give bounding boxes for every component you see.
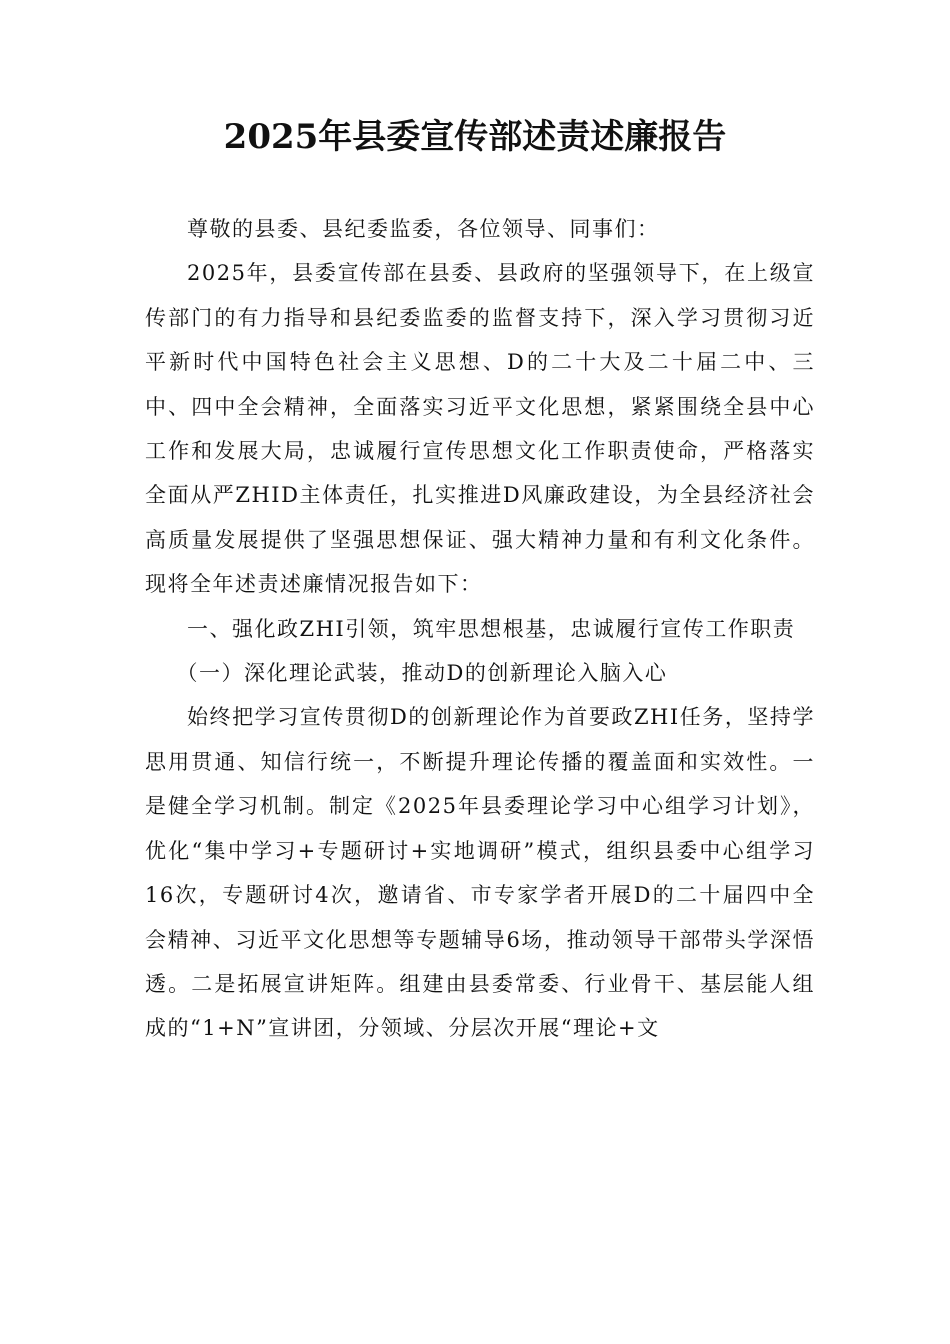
section-heading: 一、强化政ZHI引领，筑牢思想根基，忠诚履行宣传工作职责 — [187, 616, 796, 641]
body-paragraph: 始终把学习宣传贯彻D的创新理论作为首要政ZHI任务，坚持学思用贯通、知信行统一，不断提升理论传播的覆盖面和实效性。一是健全学习机制。制定《2025年县委理论学习中心组学习计划》，优化“集中学习+专题研讨+实地调研”模式，组织县委中心组学习16次，专题研讨4次，邀请省、市专家学者开展D的二十届四中全会精神、习近平文化思想等专题辅导6场，推动领导干部带头学深悟透。二是拓展宣讲矩阵。组建由县委常委、行业骨干、基层能人组成的“1+N”宣讲团，分领域、分层次开展“理论+文 — [145, 705, 815, 1041]
intro-paragraph: 2025年，县委宣传部在县委、县政府的坚强领导下，在上级宣传部门的有力指导和县纪委监委的监督支持下，深入学习贯彻习近平新时代中国特色社会主义思想、D的二十大及二十届二中、三中、四中全会精神，全面落实习近平文化思想，紧紧围绕全县中心工作和发展大局，忠诚履行宣传思想文化工作职责使命，严格落实全面从严ZHID主体责任，扎实推进D风廉政建设，为全县经济社会高质量发展提供了坚强思想保证、强大精神力量和有利文化条件。现将全年述责述廉情况报告如下： — [145, 261, 815, 597]
document-body — [145, 207, 815, 1051]
salutation-paragraph: 尊敬的县委、县纪委监委，各位领导、同事们： — [187, 217, 660, 241]
subsection-heading: （一）深化理论武装，推动D的创新理论入脑入心 — [176, 661, 668, 686]
document-title: 2025年县委宣传部述责述廉报告 — [223, 117, 727, 157]
